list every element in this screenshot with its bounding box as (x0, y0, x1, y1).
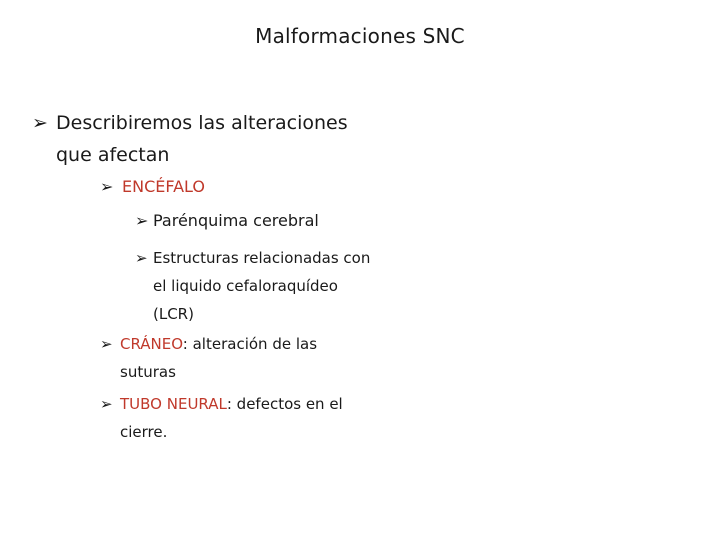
bullet-estructuras (135, 244, 373, 328)
arrow-bullet-icon: ➢ (100, 177, 114, 196)
bullet-intro (32, 107, 376, 171)
arrow-bullet-icon: ➢ (100, 335, 113, 353)
craneo-text: : alteración de las suturas (120, 335, 318, 381)
tubo-label: TUBO NEURAL (120, 395, 227, 413)
arrow-bullet-icon: ➢ (135, 211, 149, 230)
parenquima-text: Parénquima cerebral (153, 211, 319, 230)
arrow-bullet-icon: ➢ (32, 112, 48, 134)
bullet-tubo-neural (100, 390, 375, 446)
craneo-label: CRÁNEO (120, 335, 183, 353)
bullet-parenquima (135, 209, 393, 233)
arrow-bullet-icon: ➢ (135, 249, 148, 267)
tubo-text: : defectos en el cierre. (120, 395, 343, 441)
slide-title: Malformaciones SNC (255, 24, 465, 48)
arrow-bullet-icon: ➢ (100, 395, 113, 413)
intro-text: Describiremos las alteraciones que afectan (56, 112, 348, 166)
bullet-encefalo (100, 175, 362, 199)
bullet-craneo (100, 330, 375, 386)
estructuras-text: Estructuras relacionadas con el liquido cefaloraquídeo (LCR) (153, 249, 371, 323)
encefalo-label: ENCÉFALO (122, 177, 205, 196)
